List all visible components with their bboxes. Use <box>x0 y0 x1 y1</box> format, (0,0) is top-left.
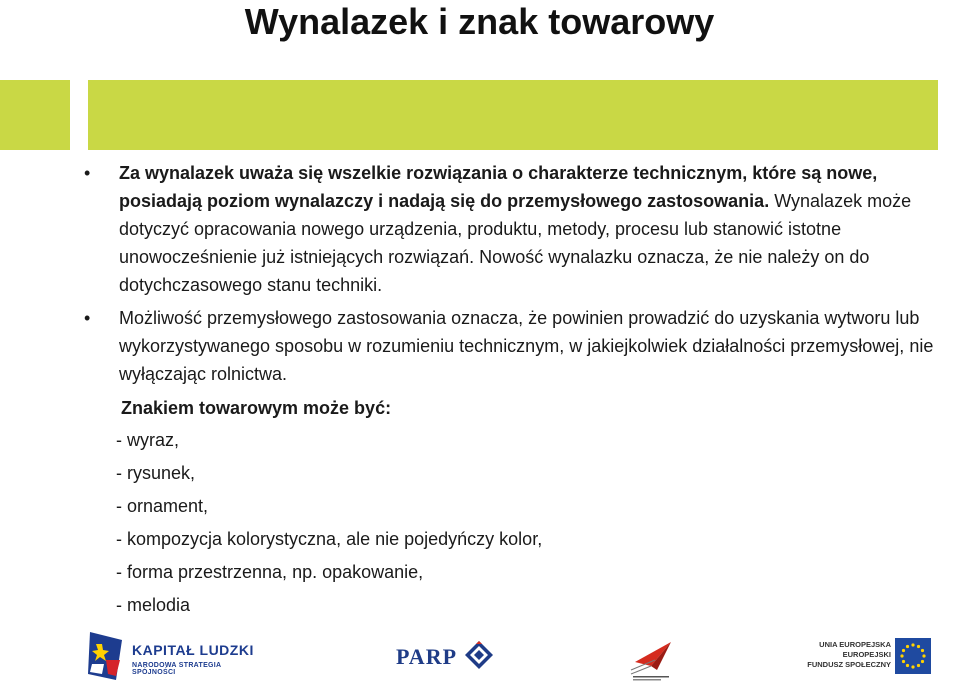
bullet-dot-icon: • <box>84 163 91 183</box>
bullet-dot-icon: • <box>84 308 91 328</box>
parp-diamond-icon <box>464 640 494 670</box>
bullet-invention <box>84 159 944 299</box>
list-item: - kompozycja kolorystyczna, ale nie pojedyńczy kolor, <box>116 529 543 549</box>
invention-description: Wynalazek może dotyczyć opracowania nowego urządzenia, produktu, metody, procesu lub stanowić istotne unowocześnienie już istniejących rozwiązań. Nowość wynalazku oznacza, że nie należy on do dotychczasowego stanu techniki. <box>119 191 912 295</box>
eu-line-1: UNIA EUROPEJSKA <box>819 640 891 649</box>
industrial-use-text: Możliwość przemysłowego zastosowania oznacza, że powinien prowadzić do uzyskania wytworu lub wykorzystywanego sposobu w rozumieniu technicznym, w jakiejkolwiek działalności przemysłowej, nie wyłączając rolnictwa. <box>119 308 934 384</box>
kapital-ludzki-title: KAPITAŁ LUDZKI <box>132 642 254 658</box>
eu-line-2: EUROPEJSKI <box>842 650 891 659</box>
list-item: - wyraz, <box>116 430 179 450</box>
trademark-heading: Znakiem towarowym może być: <box>121 398 392 418</box>
trademark-list <box>84 424 944 622</box>
parp-text: PARP <box>396 644 458 669</box>
slide-title: Wynalazek i znak towarowy <box>244 1 715 42</box>
eu-logo <box>795 634 935 680</box>
eu-flag-icon <box>895 638 931 674</box>
eu-line-3: FUNDUSZ SPOŁECZNY <box>807 660 891 669</box>
poig-logo-icon <box>627 636 677 682</box>
accent-bar-left <box>0 80 70 150</box>
kapital-ludzki-logo <box>86 630 266 682</box>
list-item: - melodia <box>116 595 191 615</box>
list-item: - forma przestrzenna, np. opakowanie, <box>116 562 424 582</box>
kapital-ludzki-subtitle: NARODOWA STRATEGIA SPÓJNOŚCI <box>132 662 222 676</box>
eu-logo-text <box>795 640 891 670</box>
parp-logo <box>396 638 496 678</box>
list-item: - ornament, <box>116 496 209 516</box>
accent-bar-right <box>88 80 938 150</box>
slide-content <box>84 159 944 622</box>
footer-logos <box>0 622 959 688</box>
kapital-ludzki-flag-icon <box>86 630 126 682</box>
list-item: - rysunek, <box>116 463 196 483</box>
invention-definition: Za wynalazek uważa się wszelkie rozwiązania o charakterze technicznym, które są nowe, posiadają poziom wynalazczy i nadają się do przemysłowego zastosowania. <box>119 163 878 211</box>
bullet-industrial-use <box>84 304 944 388</box>
